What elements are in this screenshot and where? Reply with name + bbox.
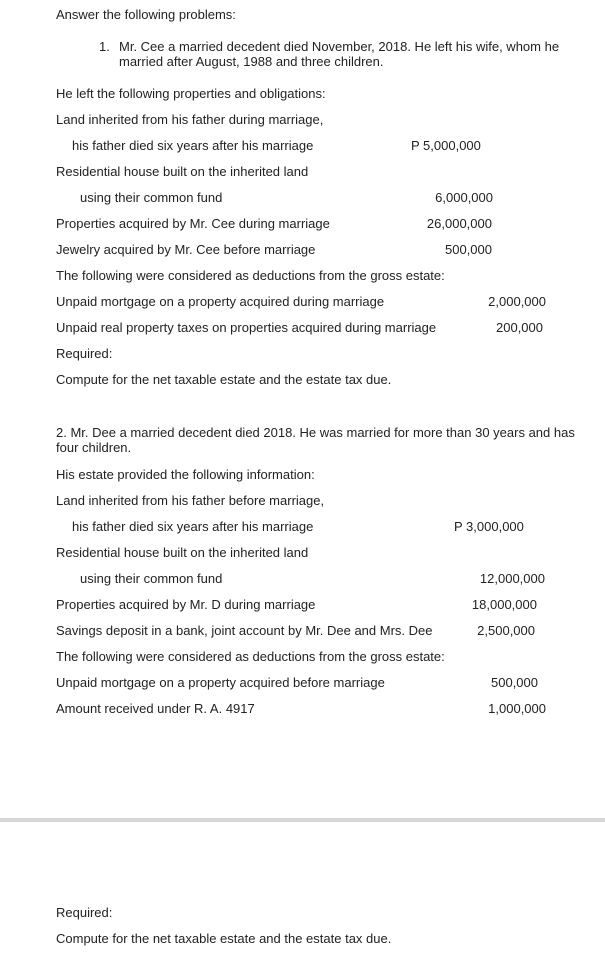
problem1-statement: Mr. Cee a married decedent died November, 2018. He left his wife, whom he married after August, 1988 and three children. [119,39,560,69]
problem1-props-label: Properties acquired by Mr. Cee during marriage [56,216,330,231]
problem1-deductions-heading: The following were considered as deductions from the gross estate: [56,268,445,283]
problem2-props-label: Properties acquired by Mr. D during marriage [56,597,316,612]
problem1-taxes-value: 200,000 [496,320,543,335]
problem2-mortgage-value: 500,000 [491,675,538,690]
problem2-house-value: 12,000,000 [479,571,545,586]
problem2-house-label-1: Residential house built on the inherited land [56,545,309,560]
problem1-land-label-2: his father died six years after his marriage [72,138,314,153]
problem1-land-label-1: Land inherited from his father during marriage, [56,112,324,127]
problem1-mortgage-label: Unpaid mortgage on a property acquired during marriage [56,294,385,309]
problem1-required-text: Compute for the net taxable estate and the estate tax due. [56,372,392,387]
problem1-jewelry-value: 500,000 [445,242,492,257]
problem2-deductions-heading: The following were considered as deductions from the gross estate: [56,649,445,664]
problem1-house-label-1: Residential house built on the inherited land [56,164,309,179]
problem1-land-value: P 5,000,000 [411,138,481,153]
problem1-taxes-label: Unpaid real property taxes on properties acquired during marriage [56,320,437,335]
problem1-house-label-2: using their common fund [80,190,223,205]
problem2-heading: His estate provided the following information: [56,467,315,482]
problem1-number: 1. [99,39,110,54]
problem1-heading: He left the following properties and obligations: [56,86,326,101]
problem2-house-label-2: using their common fund [80,571,223,586]
problem2-land-label-2: his father died six years after his marriage [72,519,314,534]
problem2-savings-label: Savings deposit in a bank, joint account by Mr. Dee and Mrs. Dee [56,623,433,638]
problem1-props-value: 26,000,000 [426,216,492,231]
problem2-required-label: Required: [56,905,113,920]
problem1-house-value: 6,000,000 [435,190,493,205]
problem2-ra-value: 1,000,000 [488,701,546,716]
problem2-mortgage-label: Unpaid mortgage on a property acquired before marriage [56,675,385,690]
problem1-required-label: Required: [56,346,113,361]
problem1-jewelry-label: Jewelry acquired by Mr. Cee before marriage [56,242,316,257]
intro-text: Answer the following problems: [56,7,236,22]
page-divider [0,818,605,822]
problem2-land-value: P 3,000,000 [454,519,524,534]
problem2-savings-value: 2,500,000 [477,623,535,638]
problem2-ra-label: Amount received under R. A. 4917 [56,701,255,716]
problem2-land-label-1: Land inherited from his father before marriage, [56,493,325,508]
problem1-mortgage-value: 2,000,000 [488,294,546,309]
problem2-required-text: Compute for the net taxable estate and the estate tax due. [56,931,392,946]
problem2-statement: 2. Mr. Dee a married decedent died 2018. He was married for more than 30 years and has four children. [56,425,575,455]
problem2-props-value: 18,000,000 [471,597,537,612]
